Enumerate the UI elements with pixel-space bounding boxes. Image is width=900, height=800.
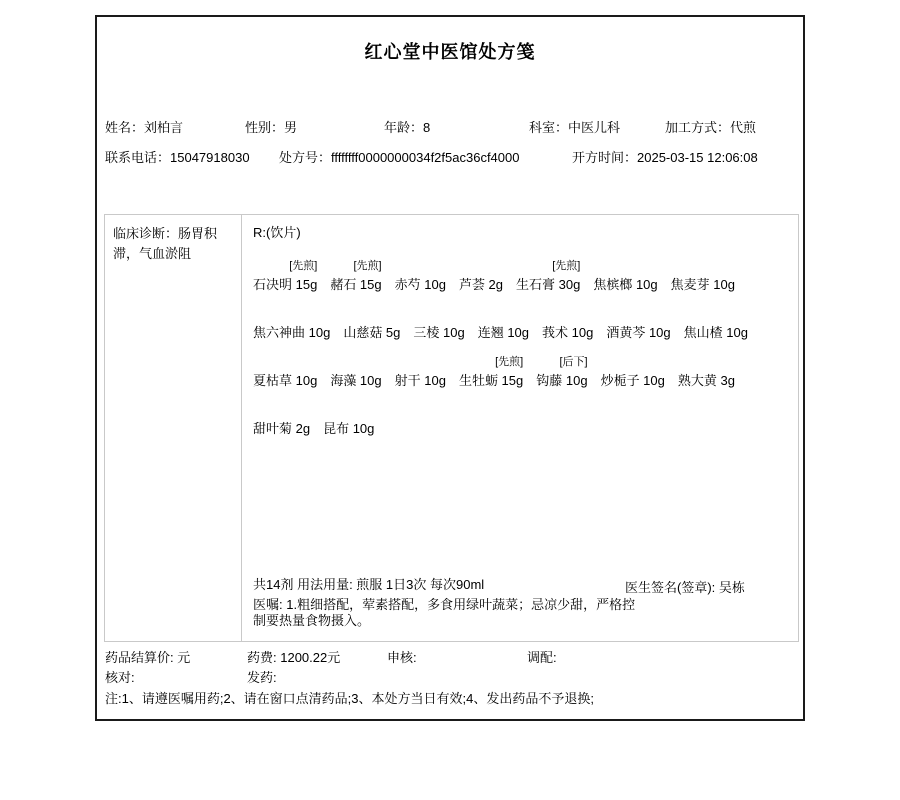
drug-name-dose: 生牡蛎 15g: [458, 373, 524, 388]
footer-note: 注:1、请遵医嘱用药;2、请在窗口点清药品;3、本处方当日有效;4、发出药品不予退换;: [105, 691, 594, 706]
field-processing-method: [665, 120, 797, 136]
drug-item: [678, 355, 735, 390]
drug-item: [459, 355, 523, 390]
drug-item: [253, 355, 317, 390]
drug-item: [478, 307, 529, 342]
field-name-value: 刘柏言: [144, 120, 184, 135]
decoction-note: [先煎]: [289, 260, 318, 272]
drug-name-dose: 焦六神曲 10g: [253, 325, 331, 340]
field-issue-time-label: 开方时间：: [572, 150, 638, 165]
drug-name-dose: 焦麦芽 10g: [670, 277, 735, 292]
drug-item: [606, 307, 670, 342]
field-medicine-fee-label: 药费:: [247, 650, 281, 665]
decoction-note: [253, 355, 317, 371]
decoction-note: [330, 355, 381, 371]
rx-section: [242, 215, 798, 641]
field-gender-value: 男: [284, 120, 298, 135]
field-age-label: 年龄：: [384, 120, 424, 135]
field-prescription-no-value: ffffffff0000000034f2f5ac36cf4000: [331, 150, 520, 165]
field-name-label: 姓名：: [105, 120, 145, 135]
field-gender: [245, 120, 384, 136]
field-department-value: 中医儿科: [568, 120, 621, 135]
drug-name-dose: 连翘 10g: [477, 325, 530, 340]
drug-name-dose: 钩藤 10g: [536, 373, 588, 388]
drug-item: [330, 259, 381, 294]
drug-item: [671, 259, 735, 294]
field-issue-medicine-label: 发药:: [247, 670, 277, 685]
decoction-note: [606, 307, 670, 323]
field-phone-value: 15047918030: [170, 150, 250, 165]
drug-line: [253, 259, 786, 294]
drug-item: [516, 259, 580, 294]
field-issue-medicine: [247, 670, 797, 685]
drug-item: [253, 403, 310, 438]
decoction-note: [542, 307, 593, 323]
drug-name-dose: 焦山楂 10g: [683, 325, 748, 340]
drug-name-dose: 石决明 15g: [253, 277, 318, 292]
drug-name-dose: 三棱 10g: [413, 325, 465, 340]
drug-name-dose: 甜叶菊 2g: [253, 421, 311, 436]
drug-line: [253, 355, 786, 390]
field-gender-label: 性别：: [245, 120, 285, 135]
drug-name-dose: 焦槟榔 10g: [593, 277, 658, 292]
footer-section: [105, 650, 797, 706]
field-review-label: 申核:: [387, 650, 417, 665]
field-dispense-prep-label: 调配:: [527, 650, 557, 665]
drug-item: [536, 355, 587, 390]
drug-name-dose: 射干 10g: [394, 373, 446, 388]
field-issue-time-value: 2025-03-15 12:06:08: [637, 150, 758, 165]
field-settlement-price: [105, 650, 247, 665]
drug-item: [542, 307, 593, 342]
patient-info: [105, 120, 797, 166]
drug-name-dose: 昆布 10g: [323, 421, 375, 436]
rx-header: R:(饮片): [253, 225, 301, 240]
field-settlement-price-value: 元: [177, 650, 191, 665]
decoction-note: [先煎]: [495, 356, 524, 368]
doctor-signature-value: 吴栋: [718, 580, 745, 595]
drug-item: [413, 307, 464, 342]
drug-name-dose: 酒黄芩 10g: [606, 325, 671, 340]
drug-item: [601, 355, 665, 390]
footer-row-1: [105, 650, 797, 665]
decoction-note: [459, 259, 503, 275]
footer-row-2: [105, 670, 797, 685]
drug-item: [459, 259, 503, 294]
doctor-signature: [625, 577, 745, 596]
field-name: [105, 120, 245, 136]
field-processing-method-label: 加工方式：: [665, 120, 731, 135]
drug-item: [684, 307, 748, 342]
field-prescription-no-label: 处方号：: [279, 150, 332, 165]
decoction-note: [395, 355, 446, 371]
drug-item: [253, 307, 330, 342]
field-department-label: 科室：: [529, 120, 569, 135]
drug-name-dose: 山慈菇 5g: [343, 325, 401, 340]
field-issue-time: [572, 150, 797, 166]
decoction-note: [395, 259, 446, 275]
drug-name-dose: 赤芍 10g: [394, 277, 446, 292]
rx-bottom-block: [253, 577, 786, 629]
field-check-label: 核对:: [105, 670, 135, 685]
drug-name-dose: 夏枯草 10g: [253, 373, 318, 388]
decoction-note: [678, 355, 735, 371]
medical-advice: 医嘱: 1.粗细搭配，荤素搭配，多食用绿叶蔬菜；忌凉少甜，严格控制要热量食物摄入。: [253, 597, 636, 628]
drug-name-dose: 莪术 10g: [542, 325, 594, 340]
field-medicine-fee: [247, 650, 387, 665]
field-department: [529, 120, 665, 136]
field-phone: [105, 150, 279, 166]
field-processing-method-value: 代煎: [730, 120, 757, 135]
drug-item: [395, 259, 446, 294]
field-check: [105, 670, 247, 685]
decoction-note: [343, 307, 400, 323]
drug-line: [253, 307, 786, 342]
field-medicine-fee-value: 1200.22元: [280, 650, 341, 665]
decoction-note: [323, 403, 374, 419]
drug-name-dose: 海藻 10g: [330, 373, 382, 388]
field-settlement-price-label: 药品结算价:: [105, 650, 178, 665]
decoction-note: [先煎]: [353, 260, 382, 272]
drug-item: [395, 355, 446, 390]
decoction-note: [671, 259, 735, 275]
field-review: [387, 650, 527, 665]
decoction-note: [593, 259, 657, 275]
field-age-value: 8: [423, 120, 431, 135]
decoction-note: [413, 307, 464, 323]
page-title: 红心堂中医馆处方笺: [364, 42, 536, 62]
rx-drug-lines: [253, 259, 786, 451]
field-age: [384, 120, 529, 136]
patient-row-2: [105, 150, 797, 166]
drug-name-dose: 熟大黄 3g: [677, 373, 735, 388]
drug-name-dose: 生石膏 30g: [516, 277, 581, 292]
drug-item: [253, 259, 317, 294]
decoction-note: [478, 307, 529, 323]
patient-row-1: [105, 120, 797, 136]
decoction-note: [684, 307, 748, 323]
drug-name-dose: 炒栀子 10g: [600, 373, 665, 388]
field-phone-label: 联系电话：: [105, 150, 171, 165]
decoction-note: [253, 403, 310, 419]
drug-name-dose: 赭石 15g: [330, 277, 382, 292]
drug-item: [593, 259, 657, 294]
drug-item: [330, 355, 381, 390]
prescription-sheet: [95, 15, 805, 721]
field-dispense-prep: [527, 650, 797, 665]
decoction-note: [先煎]: [552, 260, 581, 272]
drug-item: [323, 403, 374, 438]
drug-line: [253, 403, 786, 438]
doctor-signature-label: 医生签名(签章):: [625, 580, 719, 595]
decoction-note: [253, 307, 330, 323]
drug-name-dose: 芦荟 2g: [458, 277, 504, 292]
decoction-note: [后下]: [559, 356, 588, 368]
clinical-diagnosis: 临床诊断：肠胃积滞，气血淤阻: [105, 215, 242, 641]
decoction-note: [601, 355, 665, 371]
dosage-summary: 共14剂 用法用量: 煎服 1日3次 每次90ml: [253, 577, 485, 592]
field-prescription-no: [279, 150, 572, 166]
drug-item: [343, 307, 400, 342]
prescription-body: [104, 214, 799, 642]
